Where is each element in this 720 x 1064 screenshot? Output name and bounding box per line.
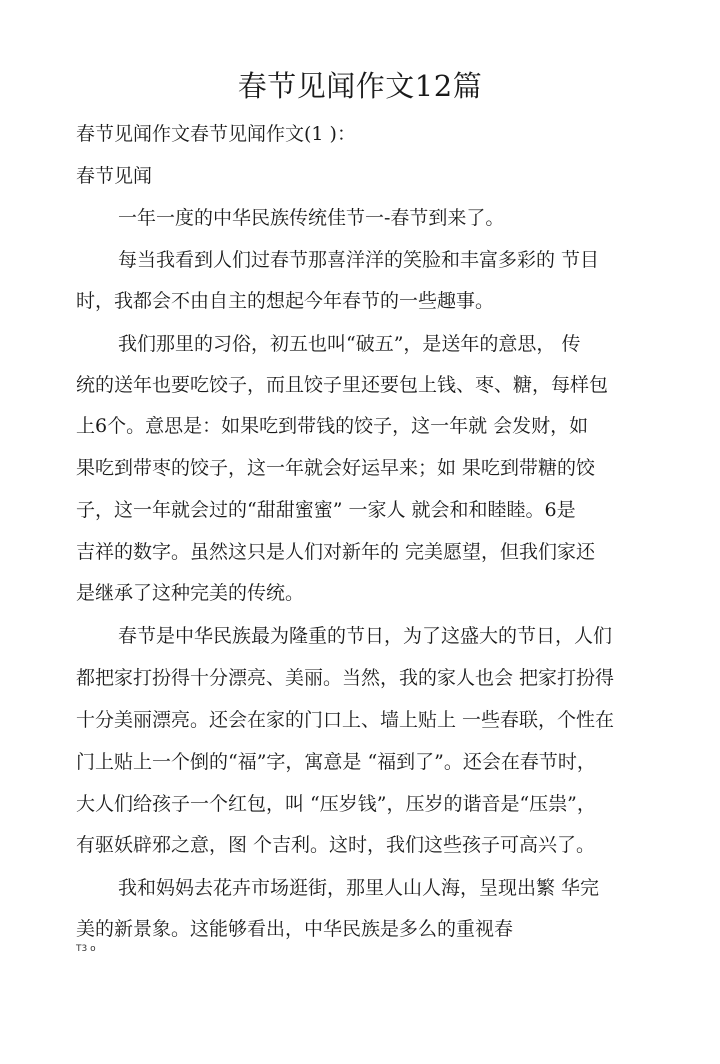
paragraph-line: 门上贴上一个倒的“福”字，寓意是 “福到了”。还会在春节时， bbox=[76, 751, 596, 773]
paragraph-line: 统的送年也要吃饺子，而且饺子里还要包上钱、枣、糖，每样包 bbox=[76, 374, 609, 396]
paragraph-line: 上6个。意思是：如果吃到带钱的饺子，这一年就 会发财，如 bbox=[76, 415, 589, 437]
paragraph-line: 我们那里的习俗，初五也叫“破五”，是送年的意思， 传 bbox=[118, 333, 581, 355]
paragraph-line: 吉祥的数字。虽然这只是人们对新年的 完美愿望，但我们家还 bbox=[76, 541, 596, 563]
paragraph-line: 有驱妖辟邪之意，图 个吉利。这时，我们这些孩子可高兴了。 bbox=[76, 834, 596, 856]
subtitle-line: 春节见闻作文春节见闻作文(1 )： bbox=[76, 123, 356, 145]
paragraph-line: 一年一度的中华民族传统佳节一-春节到来了。 bbox=[118, 207, 505, 229]
paragraph-line: 我和妈妈去花卉市场逛街，那里人山人海，呈现出繁 华完 bbox=[118, 877, 600, 899]
paragraph-line: 春节是中华民族最为隆重的节日，为了这盛大的节日，人们 bbox=[118, 625, 613, 647]
paragraph-line: 十分美丽漂亮。还会在家的门口上、墙上贴上 一些春联，个性在 bbox=[76, 709, 615, 731]
paragraph-line: 果吃到带枣的饺子，这一年就会好运早来；如 果吃到带糖的饺 bbox=[76, 457, 596, 479]
paragraph-line: 大人们给孩子一个红包，叫 “压岁钱”，压岁的谐音是“压祟”， bbox=[76, 793, 596, 815]
document-title: 春节见闻作文12篇 bbox=[237, 69, 483, 103]
page-footer-mark: T3 o bbox=[76, 944, 96, 954]
paragraph-line: 每当我看到人们过春节那喜洋洋的笑脸和丰富多彩的 节目 bbox=[118, 249, 600, 271]
paragraph-line: 都把家打扮得十分漂亮、美丽。当然，我的家人也会 把家打扮得 bbox=[76, 667, 615, 689]
paragraph-line: 美的新景象。这能够看出，中华民族是多么的重视春 bbox=[76, 918, 514, 940]
paragraph-line: 时，我都会不由自主的想起今年春节的一些趣事。 bbox=[76, 290, 495, 312]
paragraph-line: 子，这一年就会过的“甜甜蜜蜜” 一家人 就会和和睦睦。6是 bbox=[76, 499, 576, 521]
paragraph-line: 是继承了这种完美的传统。 bbox=[76, 582, 305, 604]
section-heading: 春节见闻 bbox=[76, 165, 153, 187]
